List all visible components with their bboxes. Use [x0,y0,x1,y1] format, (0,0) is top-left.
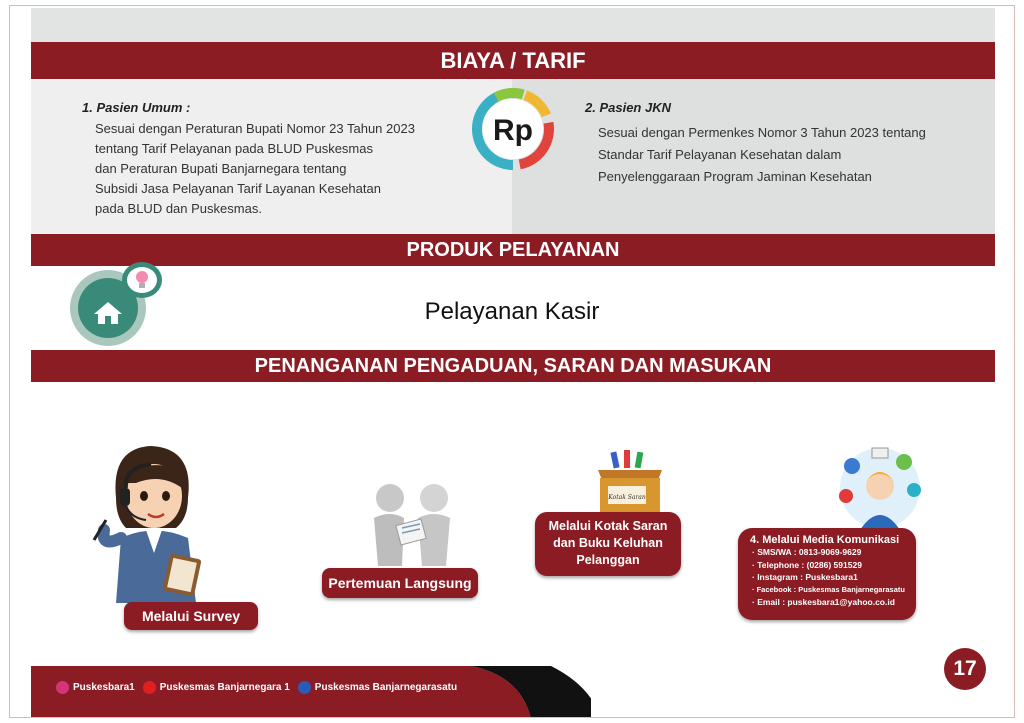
facebook-link[interactable]: Puskesmas Banjarnegarasatu [314,682,458,693]
top-band [31,8,995,42]
meeting-figures-illustration [364,482,460,568]
kotak-line: Pelanggan [576,553,640,567]
youtube-icon [143,681,156,694]
kotak-line: Melalui Kotak Saran [548,519,668,533]
pasien-jkn-title: 2. Pasien JKN [585,100,671,115]
umum-line: Subsidi Jasa Pelayanan Tarif Layanan Kesehatan [95,181,381,196]
section-header-pengaduan: PENANGANAN PENGADUAN, SARAN DAN MASUKAN [31,350,995,382]
facebook-icon [298,681,311,694]
umum-line: dan Peraturan Bupati Banjarnegara tentang [95,161,347,176]
customer-service-woman-illustration [76,438,216,608]
section-header-produk: PRODUK PELAYANAN [31,234,995,266]
jkn-line: Penyelenggaraan Program Jaminan Kesehatan [598,169,872,184]
kotak-saran-button [535,512,681,576]
media-komunikasi-panel [738,528,916,620]
svg-text:Rp: Rp [493,114,533,147]
jkn-line: Standar Tarif Pelayanan Kesehatan dalam [598,147,842,162]
media-line-instagram: · Instagram : Puskesbara1 [752,572,858,582]
svg-text:Kotak Saran: Kotak Saran [608,494,646,501]
call-center-illustration [832,444,928,532]
produk-item-kasir: Pelayanan Kasir [424,298,600,325]
suggestion-box-illustration [592,450,668,518]
page-number: 17 [944,648,986,690]
media-line-sms: · SMS/WA : 0813-9069-9629 [752,547,862,557]
rupiah-icon [471,87,555,171]
instagram-link[interactable]: Puskesbara1 [73,682,135,693]
page [9,5,1015,718]
pertemuan-langsung-button: Pertemuan Langsung [322,568,478,598]
media-title: 4. Melalui Media Komunikasi [750,534,900,546]
social-links [56,681,457,694]
pasien-umum-title: 1. Pasien Umum : [82,100,191,115]
umum-line: tentang Tarif Pelayanan pada BLUD Puskesmas [95,141,373,156]
section-header-tarif: BIAYA / TARIF [31,42,995,79]
jkn-line: Sesuai dengan Permenkes Nomor 3 Tahun 2023 tentang [598,125,926,140]
youtube-link[interactable]: Puskesmas Banjarnegara 1 [159,682,290,693]
media-line-facebook: · Facebook : Puskesmas Banjarnegarasatu [752,584,905,594]
survey-button: Melalui Survey [124,602,258,630]
media-line-telephone: · Telephone : (0286) 591529 [752,559,862,570]
media-line-email: · Email : puskesbara1@yahoo.co.id [752,597,895,607]
umum-line: Sesuai dengan Peraturan Bupati Nomor 23 Tahun 2023 [95,121,415,136]
instagram-icon [56,681,69,694]
umum-line: pada BLUD dan Puskesmas. [95,201,262,216]
kotak-line: dan Buku Keluhan [553,536,663,550]
